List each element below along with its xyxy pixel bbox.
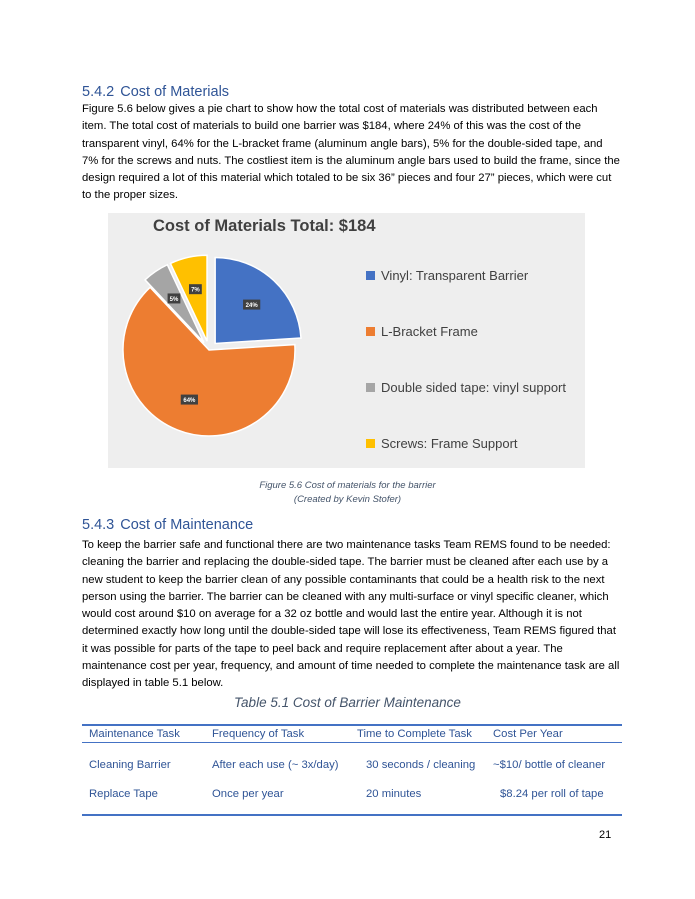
- svg-text:24%: 24%: [245, 303, 258, 310]
- table-header-cell: Maintenance Task: [89, 728, 180, 740]
- cost-of-maintenance-paragraph: To keep the barrier safe and functional there are two maintenance tasks Team REMS found to be needed: cleaning the barrier and replacing the double-sided tape. The barrier must be cleaned after each use by a new student to keep the barrier clean of any possible contaminants that could be a health risk to the next person using the barrier. The barrier can be cleaned with any multi-surface or vinyl specific cleaner, which would cost around $10 on average for a 32 oz bottle and would last the entire year. Although it is not determined exactly how long until the double-sided tape will lose its effectiveness, Team REMS figured that it was possible for parts of the tape to peel back and require replacement after about a year. The maintenance cost per year, frequency, and amount of time needed to complete the maintenance task are all displayed in table 5.1 below.: [82, 539, 620, 690]
- legend-label: Screws: Frame Support: [381, 436, 518, 451]
- table-cell: 20 minutes: [366, 788, 422, 800]
- table-cell: $8.24 per roll of tape: [500, 788, 604, 800]
- table-header-rule: [82, 742, 622, 743]
- legend-swatch: [366, 327, 375, 336]
- table-cell: Cleaning Barrier: [89, 759, 171, 771]
- legend-swatch: [366, 383, 375, 392]
- section-title: Cost of Materials: [120, 84, 230, 100]
- section-title: Cost of Maintenance: [120, 517, 254, 533]
- legend-label: Vinyl: Transparent Barrier: [381, 268, 529, 283]
- table-cell: Once per year: [212, 788, 284, 800]
- chart-title: Cost of Materials Total: $184: [153, 217, 376, 235]
- legend-swatch: [366, 271, 375, 280]
- figure-credit: (Created by Kevin Stofer): [293, 494, 402, 505]
- pie-data-label: [181, 395, 198, 405]
- page-number: 21: [599, 829, 612, 841]
- figure-caption: Figure 5.6 Cost of materials for the barrier: [259, 480, 436, 491]
- table-header-cell: Cost Per Year: [493, 728, 563, 740]
- svg-text:7%: 7%: [191, 287, 200, 294]
- legend-item: [366, 324, 478, 339]
- table-cell: ~$10/ bottle of cleaner: [493, 759, 606, 771]
- table-cell: Replace Tape: [89, 788, 158, 800]
- svg-text:64%: 64%: [183, 398, 196, 405]
- cost-of-materials-paragraph: Figure 5.6 below gives a pie chart to show how the total cost of materials was distributed between each item. The total cost of materials to build one barrier was $184, where 24% of this was the cost of the transparent vinyl, 64% for the L-bracket frame (aluminum angle bars), 5% for the double-sided tape, and 7% for the screws and nuts. The costliest item is the aluminum angle bars used to build the frame, since the design required a lot of this material which totaled to be six 36” pieces and four 27” pieces, which were cut to the proper sizes.: [82, 103, 620, 202]
- table-cell: 30 seconds / cleaning: [366, 759, 476, 771]
- svg-text:5%: 5%: [169, 296, 179, 303]
- pie-data-label: [189, 284, 202, 294]
- legend-swatch: [366, 439, 375, 448]
- pie-data-label: [243, 300, 260, 310]
- section-heading-cost-of-maintenance: [82, 517, 253, 533]
- pie-chart: [108, 213, 585, 468]
- table-title: Table 5.1 Cost of Barrier Maintenance: [234, 695, 461, 710]
- table-cell: After each use (~ 3x/day): [212, 759, 339, 771]
- legend-item: [366, 268, 528, 283]
- section-number: 5.4.3: [82, 517, 115, 533]
- table-header-cell: Frequency of Task: [212, 728, 305, 740]
- section-number: 5.4.2: [82, 84, 115, 100]
- table-header-cell: Time to Complete Task: [357, 728, 472, 740]
- legend-item: [366, 436, 518, 451]
- pie-data-label: [168, 293, 181, 303]
- section-heading-cost-of-materials: [82, 84, 229, 100]
- pie-chart-figure: [108, 213, 585, 468]
- legend-label: L-Bracket Frame: [381, 324, 478, 339]
- table-bottom-rule: [82, 814, 622, 816]
- table-top-rule: [82, 724, 622, 726]
- legend-item: [366, 380, 566, 395]
- legend-label: Double sided tape: vinyl support: [381, 380, 567, 395]
